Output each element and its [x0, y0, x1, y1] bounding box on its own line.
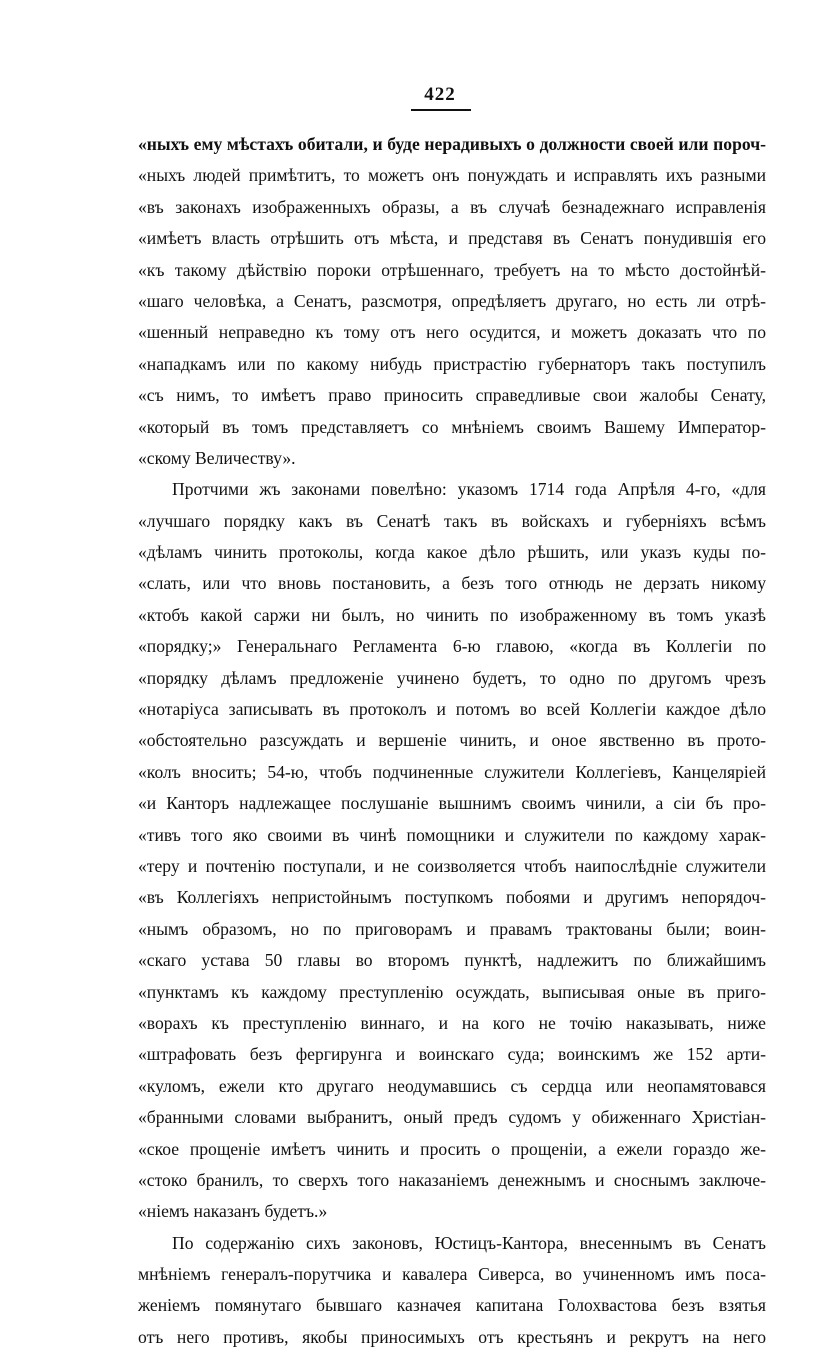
text-line: «ныхъ людей примѣтитъ, то можетъ онъ понуждать и исправлять ихъ разными: [138, 165, 766, 186]
text-line: «бранными словами выбранитъ, оный предъ судомъ у обиженнаго Христіан-: [138, 1107, 766, 1128]
text-line: «пунктамъ къ каждому преступленію осуждать, выписывая оные въ приго-: [138, 981, 766, 1002]
text-line: «ныхъ ему мѣстахъ обитали, и буде нерадивыхъ о должности своей или пороч-: [138, 134, 766, 154]
text-line: мнѣніемъ генералъ-порутчика и кавалера Сиверса, во учиненномъ имъ поса-: [138, 1264, 766, 1285]
text-line: «шенный неправедно къ тому отъ него осудится, и можетъ доказать что по: [138, 322, 766, 343]
text-line: «шаго человѣка, а Сенатъ, разсмотря, опредѣляетъ другаго, но есть ли отрѣ-: [138, 290, 766, 311]
text-line: «имѣетъ власть отрѣшить отъ мѣста, и представя въ Сенатъ понудившія его: [138, 228, 766, 249]
text-line: «тивъ того яко своими въ чинѣ помощники и служители по каждому харак-: [138, 824, 766, 845]
text-line: «нападкамъ или по какому нибудь пристрастію губернаторъ такъ поступилъ: [138, 353, 766, 374]
text-line: «порядку дѣламъ предложеніе учинено будетъ, то одно по другомъ чрезъ: [138, 667, 766, 688]
text-line: «стоко бранилъ, то сверхъ того наказаніемъ денежнымъ и сноснымъ заключе-: [138, 1169, 766, 1190]
page-number: 422: [424, 84, 456, 105]
text-line: женіемъ помянутаго бывшаго казначея капитана Голохвастова безъ взятья: [138, 1295, 766, 1316]
text-line: «ское прощеніе имѣетъ чинить и просить о прощеніи, а ежели гораздо же-: [138, 1138, 766, 1159]
body-text: [138, 129, 766, 1353]
text-line: «обстоятельно разсуждать и вершеніе чинить, и оное явственно въ прото-: [138, 730, 766, 751]
text-line: «нотаріуса записывать въ протоколъ и потомъ во всей Коллегіи каждое дѣло: [138, 699, 766, 720]
text-line: «лучшаго порядку какъ въ Сенатѣ такъ въ войскахъ и губерніяхъ всѣмъ: [138, 510, 766, 531]
text-line: «штрафовать безъ фергирунга и воинскаго суда; воинскимъ же 152 арти-: [138, 1044, 766, 1065]
text-line: Протчими жъ законами повелѣно: указомъ 1714 года Апрѣля 4-го, «для: [172, 479, 766, 500]
text-line: «скому Величеству».: [138, 447, 296, 468]
text-line: «порядку;» Генеральнаго Регламента 6-ю главою, «когда въ Коллегіи по: [138, 636, 766, 657]
text-line: «теру и почтенію поступали, и не соизволяется чтобъ наипослѣдніе служители: [138, 855, 766, 876]
text-line: «и Канторъ надлежащее послушаніе вышнимъ своимъ чинили, а сіи бъ про-: [138, 793, 766, 814]
text-line: «ніемъ наказанъ будетъ.»: [138, 1201, 328, 1222]
text-line: «съ нимъ, то имѣетъ право приносить справедливые свои жалобы Сенату,: [138, 385, 766, 406]
text-line: «въ законахъ изображенныхъ образы, а въ случаѣ безнадежнаго исправленія: [138, 196, 766, 217]
text-line: «который въ томъ представляетъ со мнѣніемъ своимъ Вашему Император-: [138, 416, 766, 437]
text-line: «слать, или что вновь постановить, а безъ того отнюдь не дерзать никому: [138, 573, 766, 594]
text-line: «ктобъ какой саржи ни былъ, но чинить по изображенному въ томъ указѣ: [138, 604, 766, 625]
text-line: отъ него противъ, якобы приносимыхъ отъ крестьянъ и рекрутъ на него: [138, 1326, 766, 1347]
text-line: По содержанію сихъ законовъ, Юстицъ-Кантора, внесеннымъ въ Сенатъ: [172, 1232, 766, 1253]
text-line: «дѣламъ чинить протоколы, когда какое дѣло рѣшить, или указъ куды по-: [138, 542, 766, 563]
text-line: «куломъ, ежели кто другаго неодумавшись съ сердца или неопамятовався: [138, 1075, 766, 1096]
text-line: «къ такому дѣйствію пороки отрѣшеннаго, требуетъ на то мѣсто достойнѣй-: [138, 259, 766, 280]
text-line: «нымъ образомъ, но по приговорамъ и правамъ трактованы были; воин-: [138, 918, 766, 939]
page-number-rule: [411, 109, 471, 111]
text-line: «въ Коллегіяхъ непристойнымъ поступкомъ побоями и другимъ непорядоч-: [138, 887, 766, 908]
text-line: «скаго устава 50 главы во второмъ пунктѣ, надлежитъ по ближайшимъ: [138, 950, 766, 971]
text-line: «ворахъ къ преступленію виннаго, и на кого не точію наказывать, ниже: [138, 1012, 766, 1033]
text-line: «колъ вносить; 54-ю, чтобъ подчиненные служители Коллегіевъ, Канцеляріей: [138, 761, 766, 782]
